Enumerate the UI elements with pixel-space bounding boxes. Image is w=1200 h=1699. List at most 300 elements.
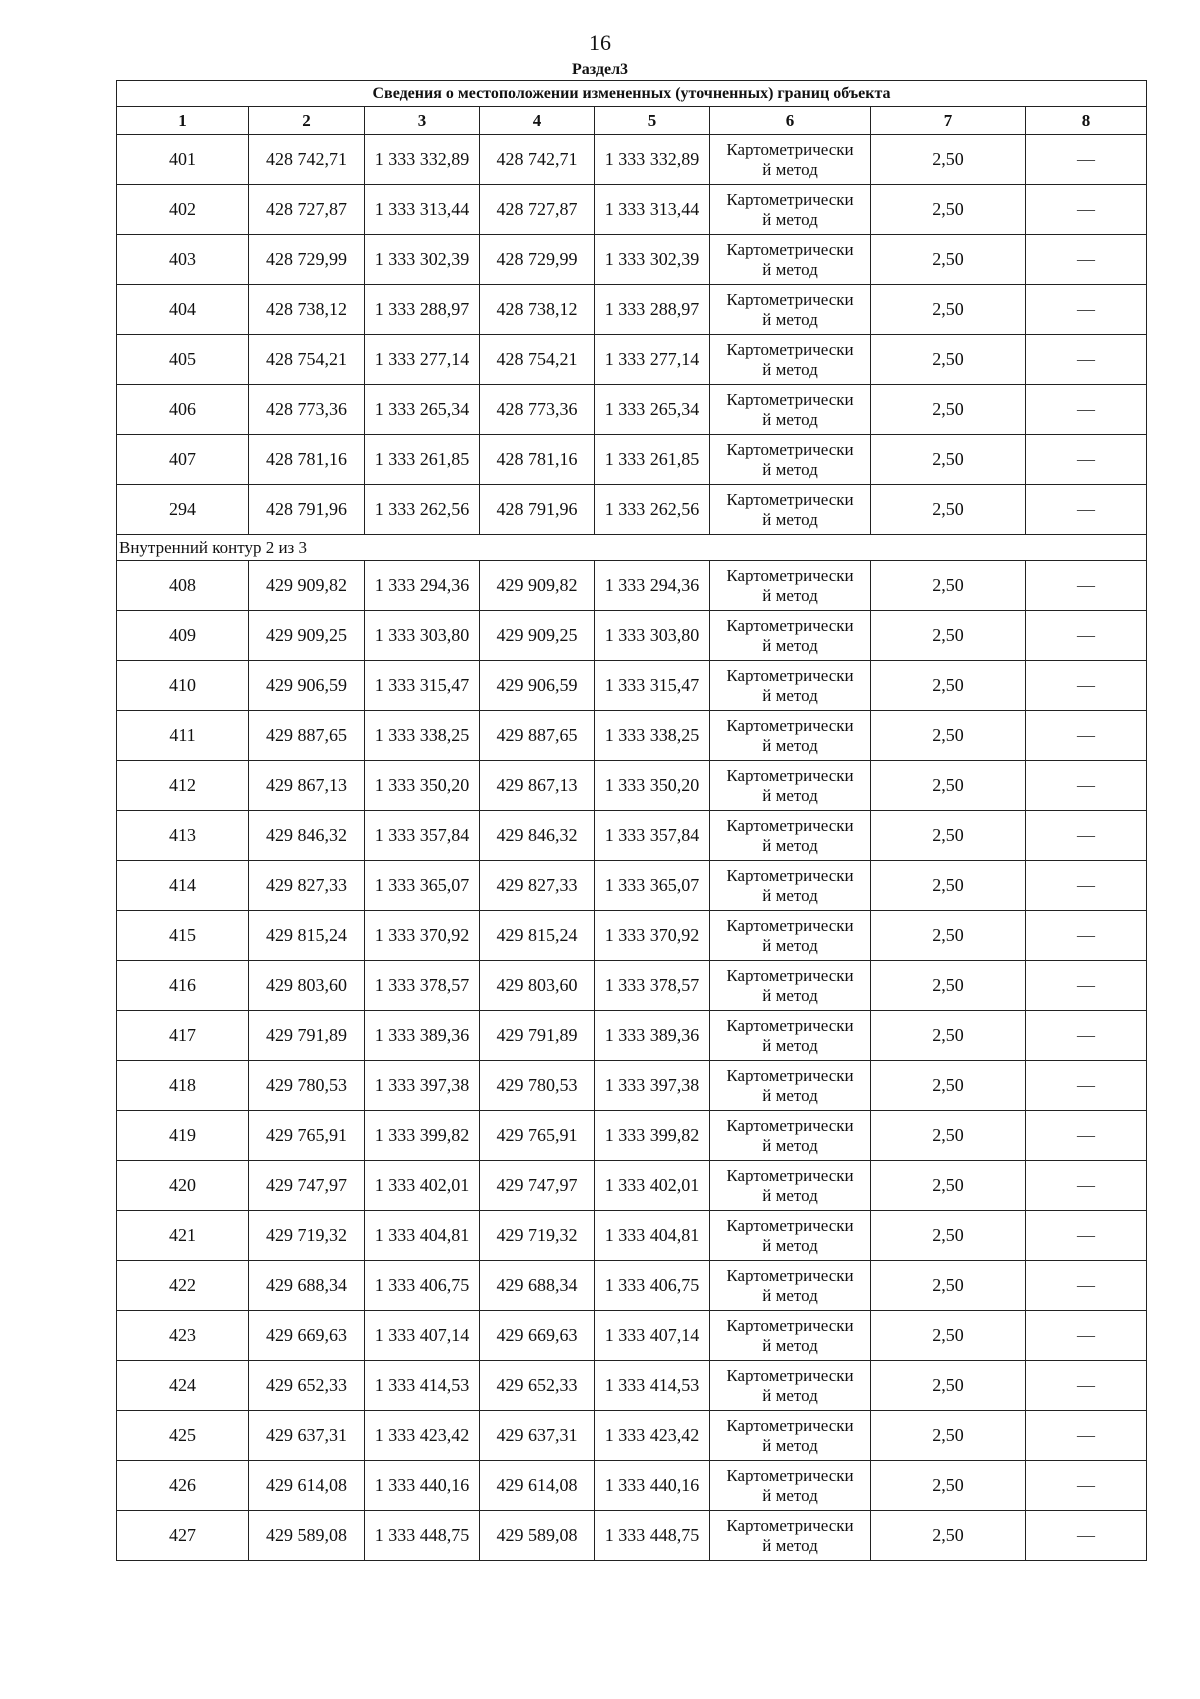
table-row bbox=[117, 1161, 1147, 1211]
y-coordinate-existing-cell: 1 333 265,34 bbox=[365, 385, 480, 435]
point-number-cell: 294 bbox=[117, 485, 249, 535]
point-number-cell: 415 bbox=[117, 911, 249, 961]
x-coordinate-existing-cell: 429 887,65 bbox=[249, 711, 365, 761]
column-header: 4 bbox=[480, 107, 595, 135]
method-text-line: й метод bbox=[762, 509, 818, 529]
table-row bbox=[117, 1461, 1147, 1511]
y-coordinate-refined-cell: 1 333 265,34 bbox=[595, 385, 710, 435]
column-header: 6 bbox=[710, 107, 871, 135]
x-coordinate-refined-cell: 429 780,53 bbox=[480, 1061, 595, 1111]
x-coordinate-existing-cell: 429 909,25 bbox=[249, 611, 365, 661]
point-number-cell: 406 bbox=[117, 385, 249, 435]
method-cell bbox=[710, 811, 871, 861]
method-text-line: Картометрически bbox=[726, 1165, 854, 1185]
accuracy-cell: 2,50 bbox=[871, 811, 1026, 861]
point-number-cell: 411 bbox=[117, 711, 249, 761]
x-coordinate-existing-cell: 428 729,99 bbox=[249, 235, 365, 285]
method-cell bbox=[710, 1461, 871, 1511]
x-coordinate-refined-cell: 429 747,97 bbox=[480, 1161, 595, 1211]
note-cell: — bbox=[1026, 1311, 1147, 1361]
point-number-cell: 407 bbox=[117, 435, 249, 485]
point-number-cell: 427 bbox=[117, 1511, 249, 1561]
x-coordinate-refined-cell: 429 827,33 bbox=[480, 861, 595, 911]
page-number: 16 bbox=[589, 30, 611, 55]
x-coordinate-refined-cell: 429 652,33 bbox=[480, 1361, 595, 1411]
y-coordinate-refined-cell: 1 333 365,07 bbox=[595, 861, 710, 911]
y-coordinate-refined-cell: 1 333 448,75 bbox=[595, 1511, 710, 1561]
table-row bbox=[117, 761, 1147, 811]
note-cell: — bbox=[1026, 911, 1147, 961]
note-cell: — bbox=[1026, 1261, 1147, 1311]
method-cell bbox=[710, 711, 871, 761]
y-coordinate-refined-cell: 1 333 261,85 bbox=[595, 435, 710, 485]
y-coordinate-refined-cell: 1 333 288,97 bbox=[595, 285, 710, 335]
x-coordinate-existing-cell: 429 803,60 bbox=[249, 961, 365, 1011]
accuracy-cell: 2,50 bbox=[871, 385, 1026, 435]
point-number-cell: 402 bbox=[117, 185, 249, 235]
y-coordinate-existing-cell: 1 333 365,07 bbox=[365, 861, 480, 911]
note-cell: — bbox=[1026, 1011, 1147, 1061]
point-number-cell: 414 bbox=[117, 861, 249, 911]
method-text-line: Картометрически bbox=[726, 1515, 854, 1535]
x-coordinate-refined-cell: 428 729,99 bbox=[480, 235, 595, 285]
y-coordinate-refined-cell: 1 333 407,14 bbox=[595, 1311, 710, 1361]
x-coordinate-existing-cell: 428 791,96 bbox=[249, 485, 365, 535]
method-text-line: Картометрически bbox=[726, 1115, 854, 1135]
point-number-cell: 409 bbox=[117, 611, 249, 661]
table-row bbox=[117, 1011, 1147, 1061]
y-coordinate-existing-cell: 1 333 315,47 bbox=[365, 661, 480, 711]
x-coordinate-existing-cell: 428 781,16 bbox=[249, 435, 365, 485]
method-cell bbox=[710, 1111, 871, 1161]
method-cell bbox=[710, 385, 871, 435]
method-cell bbox=[710, 1211, 871, 1261]
x-coordinate-existing-cell: 428 754,21 bbox=[249, 335, 365, 385]
table-row bbox=[117, 385, 1147, 435]
x-coordinate-refined-cell: 428 754,21 bbox=[480, 335, 595, 385]
accuracy-cell: 2,50 bbox=[871, 961, 1026, 1011]
column-header: 2 bbox=[249, 107, 365, 135]
x-coordinate-existing-cell: 429 589,08 bbox=[249, 1511, 365, 1561]
x-coordinate-existing-cell: 429 827,33 bbox=[249, 861, 365, 911]
x-coordinate-refined-cell: 429 719,32 bbox=[480, 1211, 595, 1261]
method-text-line: Картометрически bbox=[726, 865, 854, 885]
method-cell bbox=[710, 911, 871, 961]
x-coordinate-refined-cell: 429 637,31 bbox=[480, 1411, 595, 1461]
table-row bbox=[117, 661, 1147, 711]
y-coordinate-refined-cell: 1 333 406,75 bbox=[595, 1261, 710, 1311]
x-coordinate-refined-cell: 428 773,36 bbox=[480, 385, 595, 435]
method-cell bbox=[710, 485, 871, 535]
y-coordinate-existing-cell: 1 333 406,75 bbox=[365, 1261, 480, 1311]
point-number-cell: 408 bbox=[117, 561, 249, 611]
column-header: 3 bbox=[365, 107, 480, 135]
table-row bbox=[117, 235, 1147, 285]
column-header-row bbox=[117, 107, 1147, 135]
method-text-line: й метод bbox=[762, 1185, 818, 1205]
method-text-line: й метод bbox=[762, 885, 818, 905]
point-number-cell: 405 bbox=[117, 335, 249, 385]
x-coordinate-refined-cell: 429 791,89 bbox=[480, 1011, 595, 1061]
x-coordinate-refined-cell: 429 589,08 bbox=[480, 1511, 595, 1561]
x-coordinate-existing-cell: 429 791,89 bbox=[249, 1011, 365, 1061]
x-coordinate-refined-cell: 429 815,24 bbox=[480, 911, 595, 961]
note-cell: — bbox=[1026, 1161, 1147, 1211]
column-header: 1 bbox=[117, 107, 249, 135]
table-row bbox=[117, 811, 1147, 861]
method-text-line: й метод bbox=[762, 259, 818, 279]
accuracy-cell: 2,50 bbox=[871, 435, 1026, 485]
accuracy-cell: 2,50 bbox=[871, 611, 1026, 661]
accuracy-cell: 2,50 bbox=[871, 861, 1026, 911]
y-coordinate-refined-cell: 1 333 294,36 bbox=[595, 561, 710, 611]
x-coordinate-refined-cell: 428 742,71 bbox=[480, 135, 595, 185]
x-coordinate-refined-cell: 428 791,96 bbox=[480, 485, 595, 535]
point-number-cell: 421 bbox=[117, 1211, 249, 1261]
note-cell: — bbox=[1026, 1361, 1147, 1411]
x-coordinate-existing-cell: 428 727,87 bbox=[249, 185, 365, 235]
y-coordinate-existing-cell: 1 333 423,42 bbox=[365, 1411, 480, 1461]
method-text-line: й метод bbox=[762, 835, 818, 855]
table-row bbox=[117, 485, 1147, 535]
accuracy-cell: 2,50 bbox=[871, 1411, 1026, 1461]
method-text-line: Картометрически bbox=[726, 489, 854, 509]
y-coordinate-existing-cell: 1 333 402,01 bbox=[365, 1161, 480, 1211]
method-cell bbox=[710, 661, 871, 711]
boundary-coordinates-table bbox=[116, 80, 1147, 1561]
method-text-line: Картометрически bbox=[726, 1415, 854, 1435]
point-number-cell: 412 bbox=[117, 761, 249, 811]
y-coordinate-existing-cell: 1 333 262,56 bbox=[365, 485, 480, 535]
accuracy-cell: 2,50 bbox=[871, 1111, 1026, 1161]
y-coordinate-refined-cell: 1 333 370,92 bbox=[595, 911, 710, 961]
x-coordinate-refined-cell: 429 669,63 bbox=[480, 1311, 595, 1361]
method-text-line: Картометрически bbox=[726, 239, 854, 259]
method-text-line: й метод bbox=[762, 1385, 818, 1405]
table-row bbox=[117, 1511, 1147, 1561]
x-coordinate-refined-cell: 429 906,59 bbox=[480, 661, 595, 711]
method-text-line: Картометрически bbox=[726, 715, 854, 735]
y-coordinate-refined-cell: 1 333 357,84 bbox=[595, 811, 710, 861]
method-cell bbox=[710, 1011, 871, 1061]
y-coordinate-existing-cell: 1 333 338,25 bbox=[365, 711, 480, 761]
method-cell bbox=[710, 1361, 871, 1411]
x-coordinate-existing-cell: 429 846,32 bbox=[249, 811, 365, 861]
table-row bbox=[117, 285, 1147, 335]
method-text-line: Картометрически bbox=[726, 615, 854, 635]
method-text-line: Картометрически bbox=[726, 915, 854, 935]
x-coordinate-existing-cell: 429 780,53 bbox=[249, 1061, 365, 1111]
x-coordinate-refined-cell: 428 738,12 bbox=[480, 285, 595, 335]
x-coordinate-refined-cell: 429 803,60 bbox=[480, 961, 595, 1011]
table-row bbox=[117, 611, 1147, 661]
note-cell: — bbox=[1026, 235, 1147, 285]
note-cell: — bbox=[1026, 711, 1147, 761]
x-coordinate-existing-cell: 429 669,63 bbox=[249, 1311, 365, 1361]
note-cell: — bbox=[1026, 961, 1147, 1011]
method-text-line: Картометрически bbox=[726, 1465, 854, 1485]
method-cell bbox=[710, 1161, 871, 1211]
x-coordinate-refined-cell: 429 614,08 bbox=[480, 1461, 595, 1511]
accuracy-cell: 2,50 bbox=[871, 711, 1026, 761]
y-coordinate-refined-cell: 1 333 338,25 bbox=[595, 711, 710, 761]
method-text-line: Картометрически bbox=[726, 1365, 854, 1385]
accuracy-cell: 2,50 bbox=[871, 335, 1026, 385]
point-number-cell: 417 bbox=[117, 1011, 249, 1061]
table-caption: Сведения о местоположении измененных (уточненных) границ объекта bbox=[117, 81, 1147, 107]
table-row bbox=[117, 135, 1147, 185]
method-cell bbox=[710, 135, 871, 185]
y-coordinate-existing-cell: 1 333 399,82 bbox=[365, 1111, 480, 1161]
method-text-line: й метод bbox=[762, 1435, 818, 1455]
method-cell bbox=[710, 1511, 871, 1561]
y-coordinate-existing-cell: 1 333 332,89 bbox=[365, 135, 480, 185]
method-text-line: Картометрически bbox=[726, 339, 854, 359]
column-header: 7 bbox=[871, 107, 1026, 135]
table-row bbox=[117, 335, 1147, 385]
accuracy-cell: 2,50 bbox=[871, 1511, 1026, 1561]
method-text-line: Картометрически bbox=[726, 815, 854, 835]
note-cell: — bbox=[1026, 185, 1147, 235]
note-cell: — bbox=[1026, 285, 1147, 335]
x-coordinate-refined-cell: 429 909,82 bbox=[480, 561, 595, 611]
x-coordinate-refined-cell: 429 688,34 bbox=[480, 1261, 595, 1311]
y-coordinate-existing-cell: 1 333 294,36 bbox=[365, 561, 480, 611]
point-number-cell: 419 bbox=[117, 1111, 249, 1161]
method-text-line: Картометрически bbox=[726, 189, 854, 209]
table-row bbox=[117, 1411, 1147, 1461]
method-text-line: й метод bbox=[762, 1335, 818, 1355]
accuracy-cell: 2,50 bbox=[871, 1261, 1026, 1311]
x-coordinate-existing-cell: 428 738,12 bbox=[249, 285, 365, 335]
method-text-line: й метод bbox=[762, 1035, 818, 1055]
contour-label: Внутренний контур 2 из 3 bbox=[117, 535, 1147, 561]
point-number-cell: 424 bbox=[117, 1361, 249, 1411]
y-coordinate-refined-cell: 1 333 402,01 bbox=[595, 1161, 710, 1211]
point-number-cell: 410 bbox=[117, 661, 249, 711]
column-header: 5 bbox=[595, 107, 710, 135]
y-coordinate-existing-cell: 1 333 303,80 bbox=[365, 611, 480, 661]
x-coordinate-existing-cell: 429 614,08 bbox=[249, 1461, 365, 1511]
accuracy-cell: 2,50 bbox=[871, 235, 1026, 285]
accuracy-cell: 2,50 bbox=[871, 1061, 1026, 1111]
y-coordinate-refined-cell: 1 333 389,36 bbox=[595, 1011, 710, 1061]
table-row bbox=[117, 435, 1147, 485]
table-row bbox=[117, 911, 1147, 961]
x-coordinate-refined-cell: 429 909,25 bbox=[480, 611, 595, 661]
x-coordinate-existing-cell: 429 747,97 bbox=[249, 1161, 365, 1211]
y-coordinate-refined-cell: 1 333 313,44 bbox=[595, 185, 710, 235]
x-coordinate-refined-cell: 429 765,91 bbox=[480, 1111, 595, 1161]
note-cell: — bbox=[1026, 1211, 1147, 1261]
table-row bbox=[117, 1261, 1147, 1311]
method-text-line: Картометрически bbox=[726, 289, 854, 309]
y-coordinate-refined-cell: 1 333 378,57 bbox=[595, 961, 710, 1011]
x-coordinate-existing-cell: 428 773,36 bbox=[249, 385, 365, 435]
method-cell bbox=[710, 761, 871, 811]
y-coordinate-existing-cell: 1 333 350,20 bbox=[365, 761, 480, 811]
method-cell bbox=[710, 335, 871, 385]
method-text-line: Картометрически bbox=[726, 965, 854, 985]
method-text-line: Картометрически bbox=[726, 1015, 854, 1035]
x-coordinate-existing-cell: 429 815,24 bbox=[249, 911, 365, 961]
y-coordinate-existing-cell: 1 333 370,92 bbox=[365, 911, 480, 961]
note-cell: — bbox=[1026, 135, 1147, 185]
table-body bbox=[117, 135, 1147, 1561]
table-row bbox=[117, 185, 1147, 235]
method-text-line: й метод bbox=[762, 585, 818, 605]
x-coordinate-existing-cell: 428 742,71 bbox=[249, 135, 365, 185]
method-cell bbox=[710, 435, 871, 485]
x-coordinate-existing-cell: 429 719,32 bbox=[249, 1211, 365, 1261]
accuracy-cell: 2,50 bbox=[871, 485, 1026, 535]
point-number-cell: 404 bbox=[117, 285, 249, 335]
accuracy-cell: 2,50 bbox=[871, 1161, 1026, 1211]
point-number-cell: 416 bbox=[117, 961, 249, 1011]
accuracy-cell: 2,50 bbox=[871, 285, 1026, 335]
note-cell: — bbox=[1026, 485, 1147, 535]
y-coordinate-refined-cell: 1 333 404,81 bbox=[595, 1211, 710, 1261]
y-coordinate-refined-cell: 1 333 262,56 bbox=[595, 485, 710, 535]
y-coordinate-refined-cell: 1 333 332,89 bbox=[595, 135, 710, 185]
method-text-line: Картометрически bbox=[726, 439, 854, 459]
point-number-cell: 418 bbox=[117, 1061, 249, 1111]
method-text-line: й метод bbox=[762, 985, 818, 1005]
x-coordinate-existing-cell: 429 867,13 bbox=[249, 761, 365, 811]
method-text-line: й метод bbox=[762, 935, 818, 955]
y-coordinate-existing-cell: 1 333 389,36 bbox=[365, 1011, 480, 1061]
method-text-line: й метод bbox=[762, 1235, 818, 1255]
x-coordinate-refined-cell: 429 867,13 bbox=[480, 761, 595, 811]
point-number-cell: 423 bbox=[117, 1311, 249, 1361]
note-cell: — bbox=[1026, 761, 1147, 811]
accuracy-cell: 2,50 bbox=[871, 1311, 1026, 1361]
note-cell: — bbox=[1026, 335, 1147, 385]
note-cell: — bbox=[1026, 1061, 1147, 1111]
method-cell bbox=[710, 611, 871, 661]
method-text-line: й метод bbox=[762, 785, 818, 805]
method-text-line: й метод bbox=[762, 459, 818, 479]
note-cell: — bbox=[1026, 611, 1147, 661]
y-coordinate-existing-cell: 1 333 414,53 bbox=[365, 1361, 480, 1411]
note-cell: — bbox=[1026, 661, 1147, 711]
x-coordinate-existing-cell: 429 652,33 bbox=[249, 1361, 365, 1411]
point-number-cell: 413 bbox=[117, 811, 249, 861]
method-cell bbox=[710, 1261, 871, 1311]
y-coordinate-existing-cell: 1 333 302,39 bbox=[365, 235, 480, 285]
method-text-line: Картометрически bbox=[726, 565, 854, 585]
table-row bbox=[117, 861, 1147, 911]
note-cell: — bbox=[1026, 811, 1147, 861]
method-cell bbox=[710, 235, 871, 285]
accuracy-cell: 2,50 bbox=[871, 185, 1026, 235]
x-coordinate-refined-cell: 428 727,87 bbox=[480, 185, 595, 235]
accuracy-cell: 2,50 bbox=[871, 1011, 1026, 1061]
method-text-line: Картометрически bbox=[726, 765, 854, 785]
y-coordinate-existing-cell: 1 333 440,16 bbox=[365, 1461, 480, 1511]
y-coordinate-existing-cell: 1 333 378,57 bbox=[365, 961, 480, 1011]
method-cell bbox=[710, 185, 871, 235]
method-text-line: й метод bbox=[762, 735, 818, 755]
point-number-cell: 426 bbox=[117, 1461, 249, 1511]
method-text-line: й метод bbox=[762, 685, 818, 705]
method-cell bbox=[710, 1311, 871, 1361]
y-coordinate-refined-cell: 1 333 302,39 bbox=[595, 235, 710, 285]
y-coordinate-refined-cell: 1 333 414,53 bbox=[595, 1361, 710, 1411]
method-text-line: Картометрически bbox=[726, 665, 854, 685]
x-coordinate-existing-cell: 429 765,91 bbox=[249, 1111, 365, 1161]
note-cell: — bbox=[1026, 435, 1147, 485]
method-text-line: й метод bbox=[762, 209, 818, 229]
x-coordinate-existing-cell: 429 688,34 bbox=[249, 1261, 365, 1311]
method-text-line: й метод bbox=[762, 359, 818, 379]
accuracy-cell: 2,50 bbox=[871, 1211, 1026, 1261]
table-row bbox=[117, 1061, 1147, 1111]
x-coordinate-refined-cell: 429 887,65 bbox=[480, 711, 595, 761]
note-cell: — bbox=[1026, 385, 1147, 435]
method-text-line: Картометрически bbox=[726, 1315, 854, 1335]
accuracy-cell: 2,50 bbox=[871, 135, 1026, 185]
accuracy-cell: 2,50 bbox=[871, 561, 1026, 611]
x-coordinate-existing-cell: 429 909,82 bbox=[249, 561, 365, 611]
table-row bbox=[117, 961, 1147, 1011]
point-number-cell: 425 bbox=[117, 1411, 249, 1461]
y-coordinate-existing-cell: 1 333 277,14 bbox=[365, 335, 480, 385]
method-text-line: Картометрически bbox=[726, 1215, 854, 1235]
y-coordinate-existing-cell: 1 333 357,84 bbox=[365, 811, 480, 861]
table-row bbox=[117, 1361, 1147, 1411]
method-text-line: й метод bbox=[762, 1285, 818, 1305]
y-coordinate-existing-cell: 1 333 407,14 bbox=[365, 1311, 480, 1361]
table-row bbox=[117, 561, 1147, 611]
table-row bbox=[117, 1111, 1147, 1161]
x-coordinate-existing-cell: 429 637,31 bbox=[249, 1411, 365, 1461]
y-coordinate-existing-cell: 1 333 404,81 bbox=[365, 1211, 480, 1261]
method-text-line: й метод bbox=[762, 1135, 818, 1155]
note-cell: — bbox=[1026, 561, 1147, 611]
accuracy-cell: 2,50 bbox=[871, 1361, 1026, 1411]
y-coordinate-refined-cell: 1 333 350,20 bbox=[595, 761, 710, 811]
point-number-cell: 403 bbox=[117, 235, 249, 285]
y-coordinate-refined-cell: 1 333 440,16 bbox=[595, 1461, 710, 1511]
method-text-line: й метод bbox=[762, 409, 818, 429]
y-coordinate-refined-cell: 1 333 277,14 bbox=[595, 335, 710, 385]
table-row bbox=[117, 1211, 1147, 1261]
method-cell bbox=[710, 861, 871, 911]
method-cell bbox=[710, 961, 871, 1011]
accuracy-cell: 2,50 bbox=[871, 761, 1026, 811]
point-number-cell: 420 bbox=[117, 1161, 249, 1211]
y-coordinate-refined-cell: 1 333 397,38 bbox=[595, 1061, 710, 1111]
method-text-line: Картометрически bbox=[726, 1265, 854, 1285]
y-coordinate-refined-cell: 1 333 303,80 bbox=[595, 611, 710, 661]
note-cell: — bbox=[1026, 1511, 1147, 1561]
x-coordinate-existing-cell: 429 906,59 bbox=[249, 661, 365, 711]
point-number-cell: 401 bbox=[117, 135, 249, 185]
note-cell: — bbox=[1026, 1111, 1147, 1161]
y-coordinate-existing-cell: 1 333 261,85 bbox=[365, 435, 480, 485]
method-text-line: й метод bbox=[762, 1485, 818, 1505]
y-coordinate-refined-cell: 1 333 399,82 bbox=[595, 1111, 710, 1161]
accuracy-cell: 2,50 bbox=[871, 661, 1026, 711]
method-text-line: й метод bbox=[762, 1535, 818, 1555]
method-cell bbox=[710, 1411, 871, 1461]
table-caption-row bbox=[117, 81, 1147, 107]
table-row bbox=[117, 711, 1147, 761]
x-coordinate-refined-cell: 428 781,16 bbox=[480, 435, 595, 485]
y-coordinate-refined-cell: 1 333 315,47 bbox=[595, 661, 710, 711]
y-coordinate-existing-cell: 1 333 313,44 bbox=[365, 185, 480, 235]
